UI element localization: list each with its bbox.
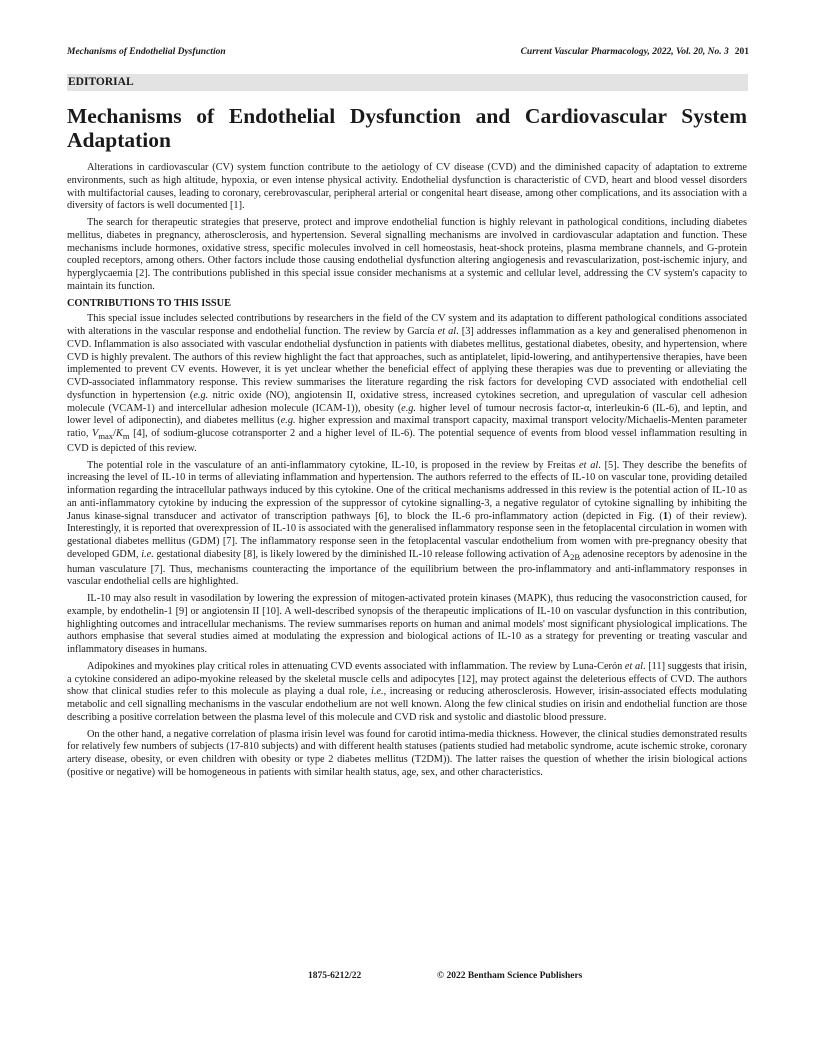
paragraph-5: IL-10 may also result in vasodilation by lowering the expression of mitogen-activated protein kinases (MAPK), thus reducing the vasoconstriction caused, for example, by endothelin-1 [9] or angiotensin II [10]. A well-described synopsis of the therapeutic implications of IL-10 on vascular dysfunction in this contribution, highlighting outcomes and intracellular mechanisms. The review summarises reports on human and animal models' most significant physiological implications. The authors emphasise that several studies aimed at modulating the expression and biological actions of IL-10 as a strategy for preventing or treating vascular and inflammatory diseases in humans. bbox=[67, 593, 747, 656]
running-header bbox=[67, 47, 749, 61]
page-number: 201 bbox=[734, 47, 749, 57]
issn: 1875-6212/22 bbox=[308, 971, 362, 981]
journal-citation bbox=[521, 47, 749, 57]
section-label: EDITORIAL bbox=[67, 74, 748, 91]
paragraph-6: Adipokines and myokines play critical roles in attenuating CVD events associated with inflammation. The review by Luna-Cerón et al. [11] suggests that irisin, a cytokine considered an adipo-myokine released by the skeletal muscle cells and adipocytes [12], may protect against the deleterious effects of CVD. The authors show that clinical studies refer to this molecule as playing a dual role, i.e., increasing or reducing atherosclerosis. However, irisin-associated effects modulating metabolic and cell signalling mechanisms in the vascular endothelium are not well known. Along the few clinical studies on irisin and endothelial function are those describing a positive correlation between the plasma level of this molecule and CVD risk and systolic and diastolic blood pressure. bbox=[67, 660, 747, 723]
paragraph-1: Alterations in cardiovascular (CV) system function contribute to the aetiology of CV disease (CVD) and the diminished capacity of adaptation to extreme environments, such as high altitude, hypoxia, or even intense physical activity. Endothelial dysfunction is characteristic of CVD, heart and blood vessel disorders with multifactorial causes, leading to coronary, cerebrovascular, peripheral arterial or congenital heart disease, among other complications, and its association with a diversity of factors is well documented [1]. bbox=[67, 162, 747, 212]
article-body bbox=[67, 162, 747, 784]
journal-info: Current Vascular Pharmacology, 2022, Vol. 20, No. 3 bbox=[520, 47, 729, 57]
running-title: Mechanisms of Endothelial Dysfunction bbox=[67, 47, 226, 57]
paragraph-3: This special issue includes selected contributions by researchers in the field of the CV system and its adaptation to different pathological conditions associated with alterations in the vascular response and endothelial function. The review by García et al. [3] addresses inflammation as a key and generalised phenomenon in CVD. Inflammation is also associated with vascular endothelial dysfunction in patients with diabetes mellitus, gestational diabetes, obesity, and hypertension, where CVD is highly prevalent. The authors of this review highlight the fact that approaches, such as antiplatelet, lipid-lowering, and antihypertensive therapies, have been implemented to prevent CV events. However, it is yet unclear whether the beneficial effect of applying these therapies was due to preventing or alleviating the CVD-associated inflammatory response. This review summarises the literature regarding the risk factors for developing CVD associated with endothelial cell dysfunction in hypertension (e.g. nitric oxide (NO), angiotensin II, oxidative stress, increased cytokines secretion, and upregulation of vascular cell adhesion molecule (VCAM-1) and intercellular adhesion molecule (ICAM-1)), obesity (e.g. higher level of tumour necrosis factor-α, interleukin-6 (IL-6), and leptin, and lower level of adiponectin), and diabetes mellitus (e.g. higher expression and maximal transport capacity, maximal transport velocity/Michaelis-Menten parameter ratio, $V_{max}/K_m$ [4], of sodium-glucose cotransporter 2 and a higher level of IL-6). The potential sequence of events from blood vessel inflammation resulting in CVD is depicted of this review. bbox=[67, 313, 748, 454]
paragraph-2: The search for therapeutic strategies that preserve, protect and improve endothelial function is highly relevant in pathological conditions, including diabetes mellitus, diabetes in pregnancy, atherosclerosis, and hypertension. Several signalling mechanisms are involved in cardiovascular adaptation and function. These mechanisms include hormones, oxidative stress, specific molecules involved in cell homeostasis, heat-shock proteins, plasma membrane channels, and G-protein coupled receptors, among others. Other factors include those causing endothelial dysfunction altering angiogenesis and revascularization, post-ischemic injury, and hyperglycaemia [2]. The contributions published in this special issue consider mechanisms at a systemic and cellular level, addressing the CV system's capacity to maintain its function. bbox=[67, 217, 747, 292]
copyright: © 2022 Bentham Science Publishers bbox=[437, 971, 583, 981]
paragraph-7: On the other hand, a negative correlation of plasma irisin level was found for carotid intima-media thickness. However, the clinical studies demonstrated results for relatively few numbers of subjects (17-810 subjects) and with different health statuses (patients studied had metabolic syndrome, acute ischemic stroke, coronary artery disease, obesity, or even children with obesity or type 2 diabetes mellitus (T2DM)). The latter raises the question of whether the irisin biological actions (positive or negative) will be homogeneous in patients with similar health status, age, sex, and other characteristics. bbox=[67, 728, 747, 778]
paragraph-4: The potential role in the vasculature of an anti-inflammatory cytokine, IL-10, is proposed in the review by Freitas et al. [5]. They describe the benefits of increasing the level of IL-10 in terms of alleviating inflammation and hypertension. The authors referred to the effects of IL-10 on vascular tone, providing detailed information regarding the intracellular pathways induced by this cytokine. One of the critical mechanisms addressed in this review is the potential action of IL-10 as an anti-inflammatory cytokine by inducing the expression of the suppressor of cytokine signalling-3, a negative regulator of cytokine signalling by inhibiting the Janus kinase-signal transducer and activator of transcription pathways [6], to block the IL-6 pro-inflammatory action (depicted in Fig. (1) of their review). Interestingly, it is reported that overexpression of IL-10 is associated with the generalised inflammatory response seen in the fetoplacental circulation in women with gestational diabetes mellitus (GDM) [7]. The inflammatory response seen in the fetoplacental vascular endothelium from women with pre-pregnancy obesity that developed GDM, i.e. gestational diabesity [8], is likely lowered by the diminished IL-10 release following activation of $A_{2B}$ adenosine receptors by adenosine in the human vasculature [7]. Thus, mechanisms counteracting the importance of the equilibrium between the pro-inflammatory and anti-inflammatory responses in vascular endothelial cells are highlighted. bbox=[67, 459, 747, 588]
article-title: Mechanisms of Endothelial Dysfunction and Cardiovascular System Adaptation bbox=[67, 104, 747, 152]
section-heading: CONTRIBUTIONS TO THIS ISSUE bbox=[67, 297, 231, 309]
